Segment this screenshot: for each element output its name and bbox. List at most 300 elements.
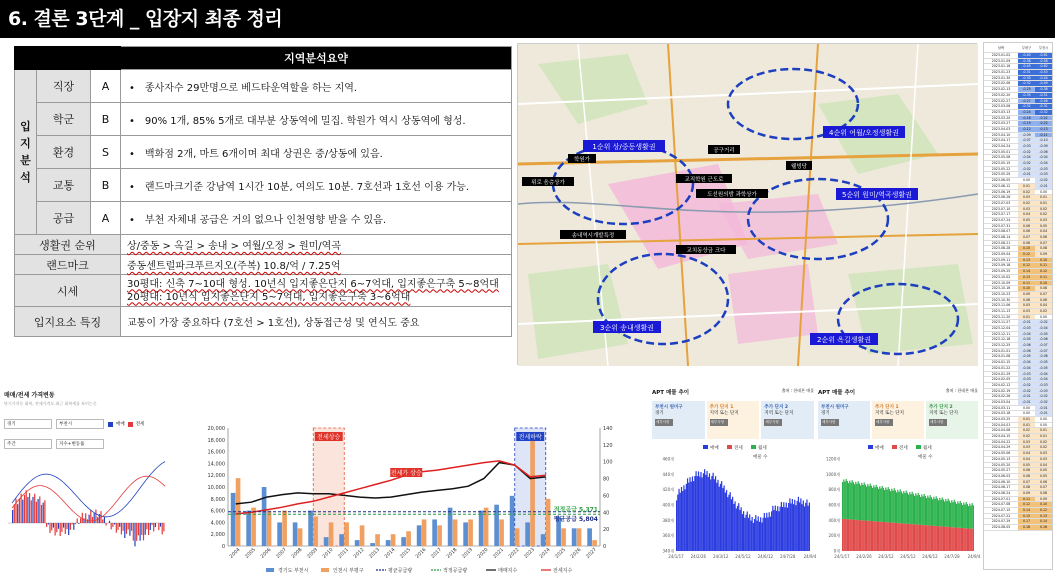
side-label-text: 입지분석 [20,120,31,184]
y-tick-label: 8,000 [210,496,225,503]
rank-cell: 2024-06-24 [984,491,1018,497]
change-bar [27,497,28,523]
legend-swatch [703,445,708,449]
detail-button[interactable]: 세부사항 [710,419,728,426]
listing-bar [680,493,681,551]
legend-swatch [916,445,921,449]
listing-bar-sale [864,520,865,551]
listing-bar-sale [897,523,898,551]
summary-table [14,46,512,337]
listing-bar-sale [970,529,971,551]
rank-cell: -0.01 [1018,320,1035,326]
place-label: 위로 음층상가 [531,180,565,186]
rank-cell: 0.07 [1035,485,1052,491]
listing-bar-lease [844,482,845,519]
listing-bar-lease [973,505,974,529]
supply-chart-svg [196,418,632,578]
rank-cell: 0.04 [1035,463,1052,469]
listing-bar [747,511,748,551]
listing-bar-lease [948,499,949,527]
rank-cell: 0.14 [1018,269,1035,275]
card-sub: 경기 [655,411,664,416]
bar-bupyeong [406,531,411,546]
listing-bar-lease [916,495,917,524]
listing-bar [809,503,810,551]
x-tick-label: 2011 [337,547,350,560]
listing-bar-sale [927,525,928,551]
listing-bar-sale [862,520,863,551]
extra-value [121,255,512,275]
change-bar [48,523,49,525]
rank-cell: 2024-06-10 [984,480,1018,486]
rank-cell: 2023-01-02 [984,53,1018,59]
card-sub: 지역 또는 단지 [929,411,958,416]
weekly-change-table [983,42,1053,570]
change-bar [145,523,146,535]
rank-cell: 2023-03-06 [984,104,1018,110]
bar-bupyeong [453,519,458,546]
listing-bar [731,499,732,551]
listing-bar-lease [849,481,850,520]
bar-bupyeong [515,528,520,546]
listing-bar-lease [915,493,916,524]
listing-bar-lease [864,482,865,520]
listing-bar-sale [919,525,920,551]
listing-bar-sale [858,520,859,551]
bar-bucheon [308,511,313,546]
listing-bar-sale [904,524,905,551]
listing-bar-sale [948,527,949,551]
rank-cell: 0.04 [1035,303,1052,309]
apt-card[interactable] [872,401,924,439]
x-tick-label: 24/1/17 [834,554,850,559]
rank-cell: 0.08 [1035,246,1052,252]
rank-cell: 0.05 [1018,303,1035,309]
rank-cell: -0.04 [1018,360,1035,366]
listing-bar-sale [896,523,897,551]
rank-cell: 2024-03-25 [984,417,1018,423]
rank-cell: 2024-04-15 [984,434,1018,440]
change-bar [85,513,86,523]
listing-bar-lease [918,493,919,525]
listing-bar [686,484,687,551]
legend-swatch [868,445,873,449]
rank-cell: 2024-01-15 [984,360,1018,366]
listing-bar-lease [854,484,855,519]
rank-cell: -0.25 [1018,87,1035,93]
change-bar [117,523,118,530]
listing-bar [753,523,754,551]
apt-card[interactable] [761,401,814,439]
listing-bar-sale [894,523,895,551]
rank-cell: 2023-08-21 [984,241,1018,247]
rank-cell: 2023-03-27 [984,121,1018,127]
rank-cell: -0.12 [1018,127,1035,133]
listing-bar-lease [904,493,905,524]
rank-cell: 0.11 [1018,497,1035,503]
rank-cell: 2023-10-02 [984,275,1018,281]
rank-cell: 0.01 [1035,434,1052,440]
rank-cell: 0.17 [1018,519,1035,525]
rank-cell: -0.27 [1018,99,1035,105]
listing-bar [716,483,717,551]
listing-bar [691,482,692,551]
rank-cell: 0.02 [1018,428,1035,434]
listing-bar [749,514,750,551]
rank-cell: 2023-10-09 [984,281,1018,287]
detail-button[interactable]: 세부사항 [821,419,839,426]
price-line: 20평대: 10년식 입지좋은단지 5~7억대, 입지좋은구축 3~6억대 [127,291,411,303]
listing-bar-lease [924,494,925,525]
listing-bar [741,507,742,551]
listing-bar-sale [865,521,866,551]
listing-bar-lease [895,490,896,523]
listing-bar-sale [915,524,916,551]
bar-bupyeong [344,522,349,546]
rank-cell: 0.03 [1035,457,1052,463]
rank-cell: -0.38 [1018,59,1035,65]
listing-bar-lease [867,484,868,521]
rank-cell: -0.04 [1018,155,1035,161]
rank-cell: 0.07 [1035,292,1052,298]
legend-swatch [108,422,113,427]
rank-cell: -0.05 [1035,332,1052,338]
listing-bar [734,501,735,551]
listing-bar [676,500,677,551]
panel-title: 매매/전세 가격변동 [4,392,55,399]
listing-bar [693,481,694,551]
listing-bar-sale [880,522,881,551]
change-bar [53,523,54,528]
rank-cell: 2024-04-22 [984,440,1018,446]
bar-bucheon [510,496,515,546]
listing-bar-sale [912,524,913,551]
card-sub: 지역 또는 단지 [875,411,904,416]
rank-cell: 0.06 [1035,480,1052,486]
legend-label: 적정공급량 [443,568,468,574]
rank-cell: -0.02 [1035,178,1052,184]
bar-bupyeong [592,540,597,546]
listing-bar-sale [910,524,911,551]
district-select[interactable]: 부천시 [56,419,104,429]
listing-bar-sale [895,523,896,551]
rank-cell: -0.03 [1018,144,1035,150]
period-select[interactable]: 주간 [4,439,52,449]
legend-label: 평균공급량 [388,568,413,574]
legend-label: 전세 [135,422,145,427]
panel-subtitle: 단기가격동 회복, 전세가격도 최근 회복세를 보이는중 [4,401,97,406]
listing-bar [704,469,705,551]
zone-label [823,126,905,138]
rank-cell: -0.04 [1035,155,1052,161]
bullet: • [129,181,135,193]
rank-cell: 0.01 [1018,423,1035,429]
listing-bar [798,497,799,551]
rank-cell: 0.04 [1018,212,1035,218]
listing-bar-sale [884,522,885,551]
metric-select[interactable]: 지수+변동률 [56,439,104,449]
rank-cell: 0.12 [1035,508,1052,514]
listing-bar-lease [902,494,903,524]
listing-bar-lease [921,494,922,524]
listing-bar [758,516,759,551]
bar-bupyeong [298,528,303,546]
listing-bar-lease [912,492,913,524]
summary-header: 지역분석요약 [121,47,512,70]
price-change-panel [4,390,190,570]
rank-cell: -0.62 [1035,64,1052,70]
change-bar [12,510,13,523]
rank-cell: 0.05 [1035,468,1052,474]
listing-bar-sale [966,528,967,551]
rank-cell: 0.03 [1035,218,1052,224]
rank-cell: 2024-03-18 [984,411,1018,417]
bullet: • [129,148,135,160]
bar-bupyeong [499,519,504,546]
listing-bar-lease [952,502,953,527]
x-tick-label: 24/2/26 [856,554,872,559]
listing-bar-sale [853,520,854,551]
listing-bar-lease [920,497,921,525]
grade-cell: A [91,70,121,103]
listing-bar [788,503,789,551]
rank-cell: 2024-04-29 [984,445,1018,451]
listing-bar [708,477,709,551]
y-tick-label: 380개 [662,517,674,523]
listing-bar-lease [919,495,920,525]
listing-bar [722,488,723,551]
listing-bar-lease [913,494,914,524]
rank-cell: -0.19 [1018,121,1035,127]
rank-cell: 0.04 [1018,451,1035,457]
listing-bar-lease [872,488,873,521]
listing-bar-sale [938,526,939,551]
x-tick-label: 2004 [229,547,242,560]
listing-bar-lease [861,483,862,520]
y-tick-label: 200개 [828,533,840,539]
listing-bar [724,485,725,551]
listing-bar-sale [958,528,959,551]
rank-cell: 0.02 [1035,445,1052,451]
detail-button[interactable]: 세부사항 [929,419,947,426]
bar-bupyeong [484,508,489,546]
rank-cell: 0.09 [1035,252,1052,258]
place-label: 웰빙당 [791,164,807,170]
listing-bar-lease [855,482,856,520]
listing-bar-lease [870,484,871,521]
change-bar [136,523,137,541]
rank-cell: 0.00 [1035,190,1052,196]
listing-bar [795,505,796,551]
rank-cell: 2023-02-13 [984,87,1018,93]
listing-bar-lease [876,485,877,522]
listing-bar [755,515,756,551]
legend-swatch [128,422,133,427]
rank-cell: 2023-06-26 [984,195,1018,201]
listing-bar-lease [892,491,893,523]
y-tick-label: 340개 [662,548,674,554]
change-bar [131,523,132,531]
rank-cell: -0.32 [1018,104,1035,110]
rank-cell: 2023-09-04 [984,252,1018,258]
rank-cell: 0.00 [1018,406,1035,412]
listing-bar [773,510,774,551]
listing-bar-lease [972,503,973,529]
apt-card[interactable] [652,401,705,439]
listing-bar [713,473,714,551]
x-tick-label: 24/1/17 [668,554,684,559]
bar-bucheon [293,522,298,546]
listing-bar-lease [903,491,904,524]
map-svg [518,44,978,366]
rank-cell: 2023-04-17 [984,138,1018,144]
detail-button[interactable]: 세부사항 [875,419,893,426]
category-cell: 직장 [37,70,91,103]
listing-bar-lease [901,491,902,523]
apt-header [652,388,814,396]
y-tick-label: 14,000 [207,461,225,468]
listing-bar-sale [882,522,883,551]
rank-cell: 2023-04-03 [984,127,1018,133]
listing-bar-sale [877,521,878,551]
rank-cell: 0.00 [1018,411,1035,417]
rank-cell: 2023-05-08 [984,155,1018,161]
rank-cell: 0.06 [1035,298,1052,304]
x-tick-label: 24/5/12 [900,554,916,559]
header-spacer [15,47,121,70]
rank-cell: 2023-03-20 [984,116,1018,122]
change-bar [77,518,78,523]
listing-bar [775,506,776,551]
listing-bar-lease [866,487,867,521]
legend-label: 매매 [875,446,884,451]
rank-cell: -0.11 [1035,133,1052,139]
rank-cell: -0.24 [1018,110,1035,116]
rank-cell: 2023-02-20 [984,93,1018,99]
listing-bar-sale [950,527,951,551]
listing-bar-lease [951,500,952,527]
rank-cell: -0.10 [1035,138,1052,144]
change-bar [66,523,67,529]
change-bar [146,523,147,529]
rank-cell: -0.07 [1035,349,1052,355]
rank-cell: 2023-01-16 [984,64,1018,70]
rank-cell: 0.14 [1018,508,1035,514]
detail-button[interactable]: 세부사항 [655,419,673,426]
apt-card[interactable] [818,401,870,439]
legend-label: 매매 [710,446,719,451]
rank-cell: 2023-06-19 [984,190,1018,196]
listing-bar [678,489,679,551]
rank-cell: -0.31 [1018,70,1035,76]
rank-cell: 0.08 [1018,241,1035,247]
y-tick-label: 6,000 [210,508,225,515]
y-tick-label: 440개 [662,471,674,477]
listing-bar-lease [956,504,957,528]
change-bar [89,515,90,523]
rank-cell: -0.02 [1035,320,1052,326]
desc-text: 종사자수 29만명으로 베드타운역할을 하는 지역. [144,82,358,94]
rank-cell: 2023-04-24 [984,144,1018,150]
listing-bar-sale [937,526,938,551]
bar-bucheon [401,537,406,546]
listing-bar [797,501,798,551]
listing-bar [754,519,755,551]
bar-bucheon [448,508,453,546]
listing-bar-lease [969,504,970,529]
listing-bar-sale [861,520,862,551]
y-tick-label: 600개 [828,502,840,508]
listing-bar [752,517,753,551]
x-tick-label: 2012 [353,547,366,560]
region-select[interactable]: 경기 [4,419,52,429]
rank-cell: 2023-10-30 [984,298,1018,304]
extra-label: 입지요소 특징 [15,307,121,337]
x-tick-label: 2016 [415,547,428,560]
rank-cell: 0.00 [1035,315,1052,321]
change-bar [111,523,112,529]
rank-cell: -0.05 [1018,354,1035,360]
legend-label: 경기도 부천시 [278,568,309,574]
legend-swatch [751,445,756,449]
extra-value: 교통이 가장 중요하다 (7호선 > 1호선), 상동접근성 및 연식도 중요 [121,307,512,337]
bar-bucheon [541,534,546,546]
rank-cell: 0.07 [1035,241,1052,247]
listing-bar-lease [843,479,844,518]
supply-label: 적정공급 5,371 [553,506,598,514]
rank-cell: -0.02 [1035,394,1052,400]
y-tick-label: 360개 [662,533,674,539]
x-tick-label: 2009 [306,547,319,560]
listing-bar [711,476,712,551]
zone-label [593,321,661,333]
listing-bar [793,504,794,551]
listing-bar-lease [879,486,880,521]
listing-bar-lease [968,506,969,528]
listing-bar-lease [856,484,857,520]
x-tick-label: 2005 [244,547,257,560]
listing-bar-sale [928,525,929,551]
apt-card[interactable] [926,401,978,439]
listing-bar-lease [896,492,897,523]
avg-supply-label: 평균공급 5,804 [553,515,598,523]
y-tick-label: 420개 [662,487,674,493]
detail-button[interactable]: 세부사항 [764,419,782,426]
listing-bar [698,471,699,551]
listing-bar [714,479,715,551]
change-bar [150,523,151,530]
rank-cell: 0.03 [1018,440,1035,446]
extra-label: 시세 [15,275,121,307]
rank-cell: 2023-11-13 [984,309,1018,315]
desc-text: 백화점 2개, 마트 6개이며 최대 상권은 중/상동에 있음. [144,148,383,160]
rank-cell: 0.05 [1035,224,1052,230]
legend-label: 매매 [116,422,125,427]
listing-bar-sale [874,521,875,551]
annotation-label: 전세하락 [518,434,542,441]
listing-bar-sale [968,528,969,551]
rank-cell: -0.44 [1035,76,1052,82]
listing-bar-sale [883,522,884,551]
y-tick-label: 10,000 [207,485,225,491]
rank-cell: 2024-07-29 [984,519,1018,525]
change-bar [70,523,71,530]
listing-bar [695,471,696,551]
rank-cell: -0.22 [1035,121,1052,127]
listing-bar-lease [906,491,907,524]
apt-card[interactable] [707,401,760,439]
apt-title: APT 매물 추이 [652,390,690,396]
